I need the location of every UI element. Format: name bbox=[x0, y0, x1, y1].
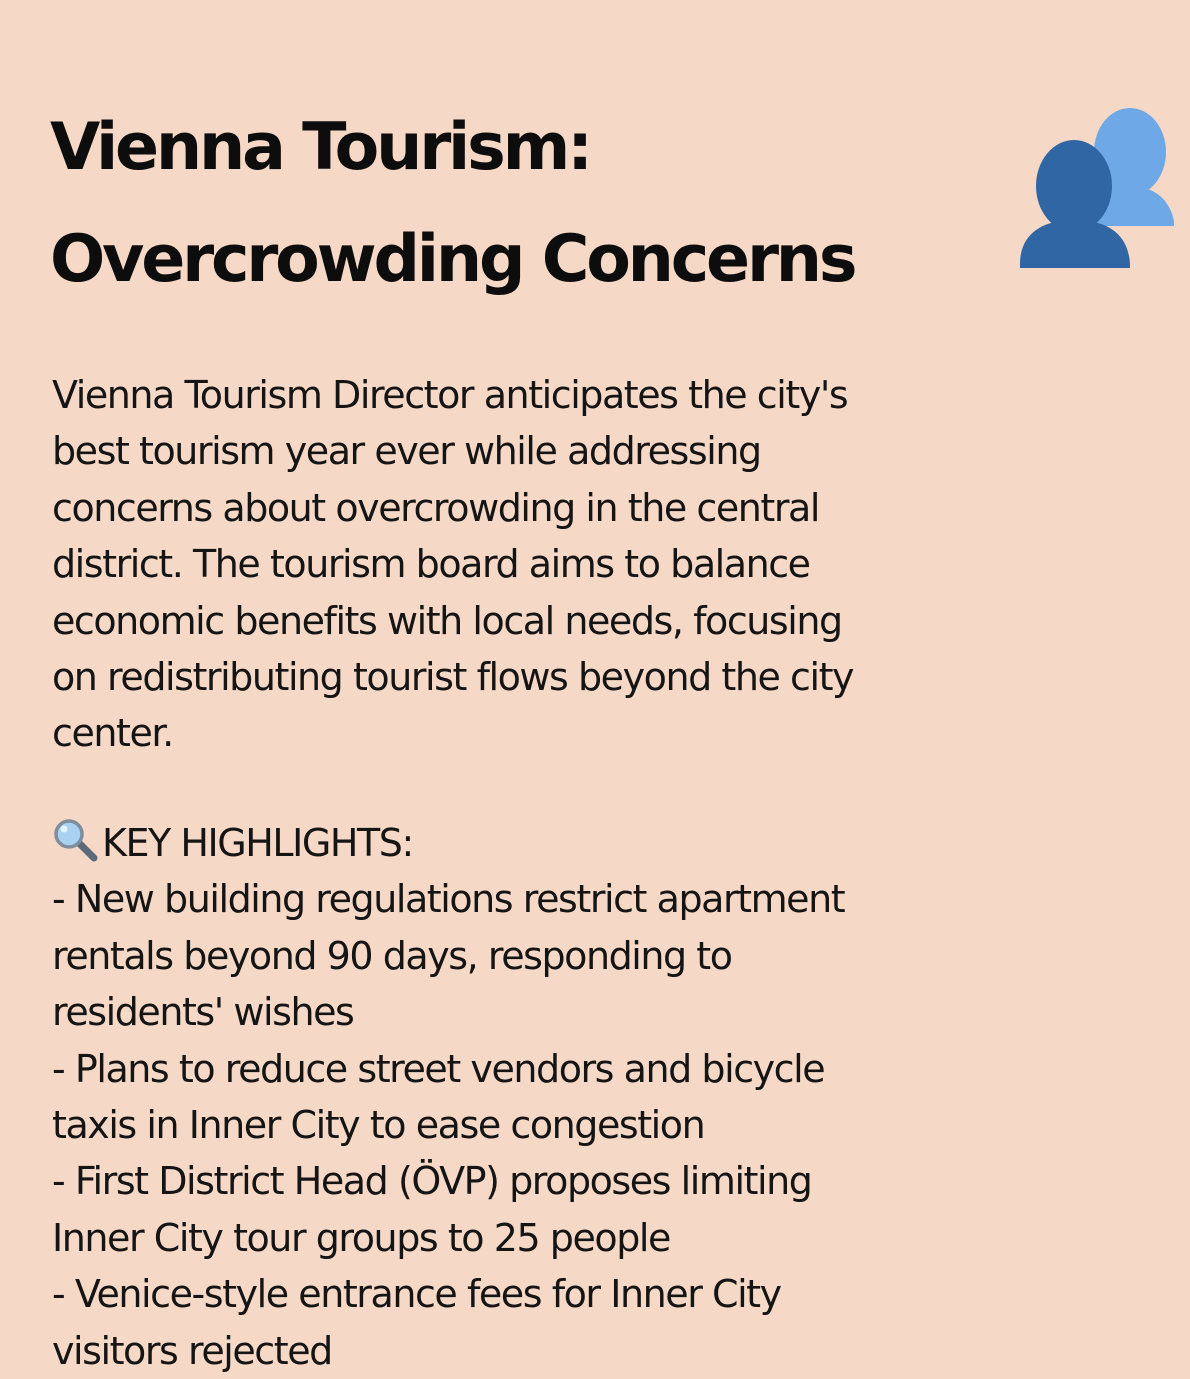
busts-in-silhouette-icon bbox=[1012, 102, 1180, 272]
intro-line: concerns about overcrowding in the central bbox=[52, 485, 819, 530]
highlight-line: residents' wishes bbox=[52, 990, 354, 1035]
page-title bbox=[50, 92, 990, 316]
highlight-line: - New building regulations restrict apartment bbox=[52, 877, 845, 922]
highlight-line: taxis in Inner City to ease congestion bbox=[52, 1103, 705, 1148]
highlight-item bbox=[52, 1266, 1052, 1379]
highlight-line: - Plans to reduce street vendors and bicycle bbox=[52, 1046, 825, 1091]
key-highlights-section bbox=[52, 815, 1052, 1379]
highlight-line: rentals beyond 90 days, responding to bbox=[52, 933, 732, 978]
highlight-item bbox=[52, 871, 1052, 1040]
intro-line: best tourism year ever while addressing bbox=[52, 429, 761, 474]
highlight-line: - First District Head (ÖVP) proposes limiting bbox=[52, 1159, 812, 1204]
intro-line: on redistributing tourist flows beyond the city bbox=[52, 655, 854, 700]
intro-paragraph bbox=[52, 367, 1052, 762]
highlight-line: - Venice-style entrance fees for Inner City bbox=[52, 1272, 781, 1317]
highlight-item bbox=[52, 1041, 1052, 1154]
highlight-line: visitors rejected bbox=[52, 1328, 332, 1373]
highlights-header bbox=[52, 815, 1052, 871]
highlight-item bbox=[52, 1153, 1052, 1266]
intro-line: Vienna Tourism Director anticipates the city's bbox=[52, 373, 848, 417]
highlights-header-text: KEY HIGHLIGHTS: bbox=[102, 821, 413, 865]
intro-line: center. bbox=[52, 711, 173, 756]
highlight-line: Inner City tour groups to 25 people bbox=[52, 1215, 670, 1260]
title-line-1: Vienna Tourism: bbox=[50, 110, 590, 185]
title-line-2: Overcrowding Concerns bbox=[50, 222, 855, 297]
magnifying-glass-icon bbox=[52, 818, 98, 862]
intro-line: district. The tourism board aims to balance bbox=[52, 542, 810, 587]
intro-line: economic benefits with local needs, focusing bbox=[52, 598, 842, 643]
